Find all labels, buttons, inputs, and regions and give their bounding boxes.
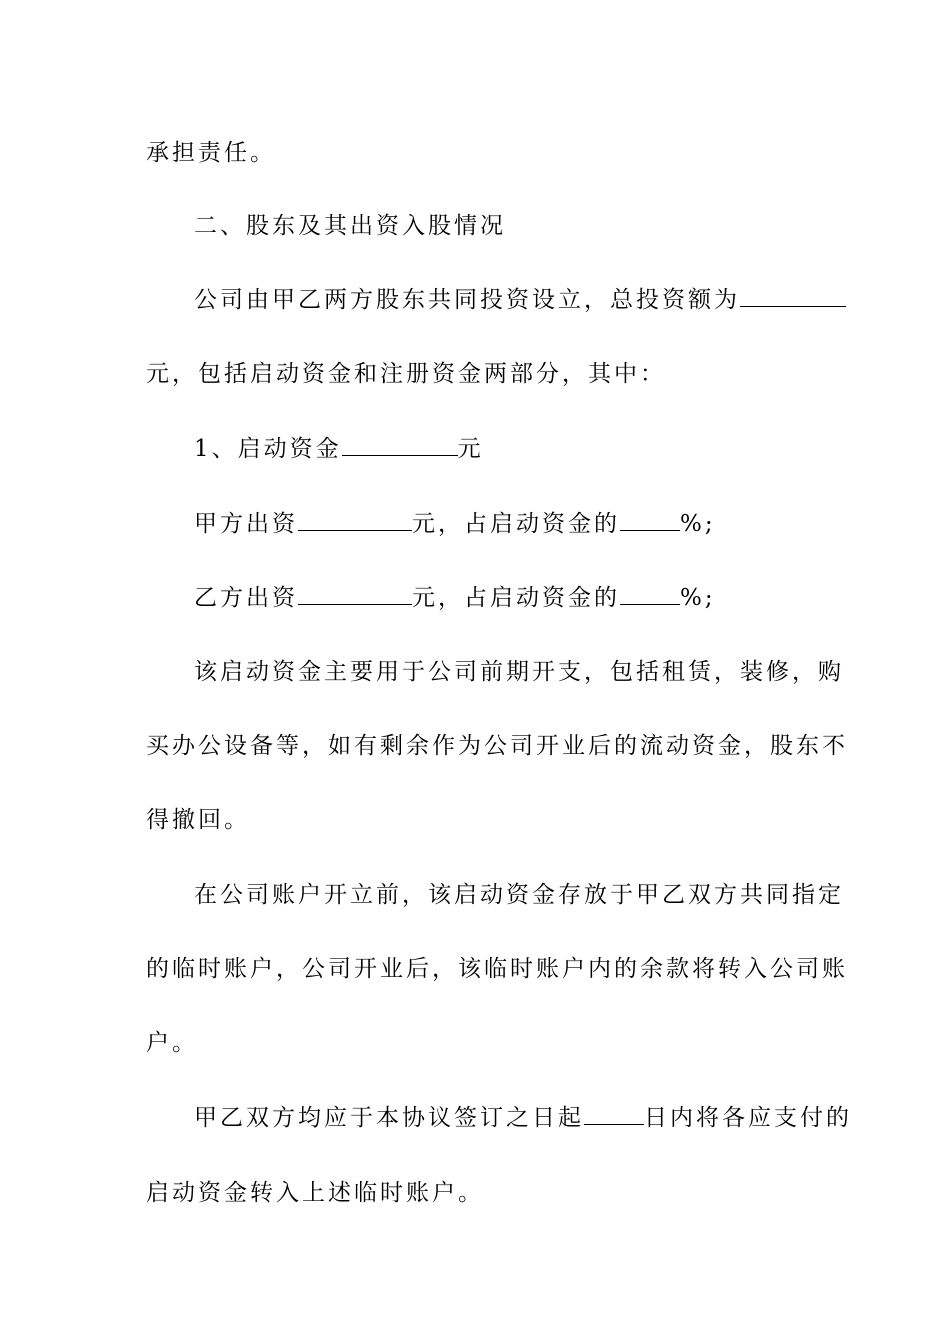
text: 户。: [146, 1030, 198, 1056]
text: 1、启动资金: [194, 436, 342, 462]
text: 该启动资金主要用于公司前期开支，包括租赁，装修，购: [194, 659, 844, 685]
text: 二、股东及其出资入股情况: [194, 213, 506, 239]
text: 在公司账户开立前，该启动资金存放于甲乙双方共同指定: [194, 882, 844, 908]
fill-in-blank: [584, 1102, 644, 1125]
text: 买办公设备等，如有剩余作为公司开业后的流动资金，股东不: [146, 733, 848, 759]
fill-in-blank: [298, 508, 412, 531]
text: 元，占启动资金的: [412, 585, 620, 611]
paragraph-line: [146, 137, 276, 169]
fill-in-blank: [740, 284, 846, 307]
fill-in-blank: [298, 582, 412, 605]
text: 日内将各应支付的: [644, 1105, 852, 1131]
paragraph-line: [194, 284, 846, 316]
paragraph-line: [194, 656, 844, 688]
text: 甲方出资: [194, 511, 298, 537]
text: 元，占启动资金的: [412, 511, 620, 537]
section-heading: [194, 210, 506, 242]
paragraph-line: [146, 358, 666, 390]
text: 甲乙双方均应于本协议签订之日起: [194, 1105, 584, 1131]
paragraph-line: [194, 879, 844, 911]
paragraph-line: [146, 1027, 198, 1059]
paragraph-line: [146, 730, 848, 762]
fill-in-blank: [620, 582, 680, 605]
text: 的临时账户，公司开业后，该临时账户内的余款将转入公司账: [146, 956, 848, 982]
text: %;: [680, 511, 716, 537]
text: 乙方出资: [194, 585, 298, 611]
fill-in-blank: [620, 508, 680, 531]
text: 得撤回。: [146, 807, 250, 833]
text: %;: [680, 585, 716, 611]
paragraph-line: [194, 433, 484, 465]
fill-in-blank: [342, 433, 458, 456]
text: 承担责任。: [146, 140, 276, 166]
paragraph-line: [194, 1102, 852, 1134]
paragraph-line: [146, 953, 848, 985]
text: 启动资金转入上述临时账户。: [146, 1180, 484, 1206]
paragraph-line: [146, 804, 250, 836]
paragraph-line: [194, 508, 716, 540]
text: 元: [457, 436, 484, 462]
text: 公司由甲乙两方股东共同投资设立，总投资额为: [194, 287, 740, 313]
paragraph-line: [194, 582, 716, 614]
paragraph-line: [146, 1177, 484, 1209]
text: 元，包括启动资金和注册资金两部分，其中：: [146, 361, 666, 387]
